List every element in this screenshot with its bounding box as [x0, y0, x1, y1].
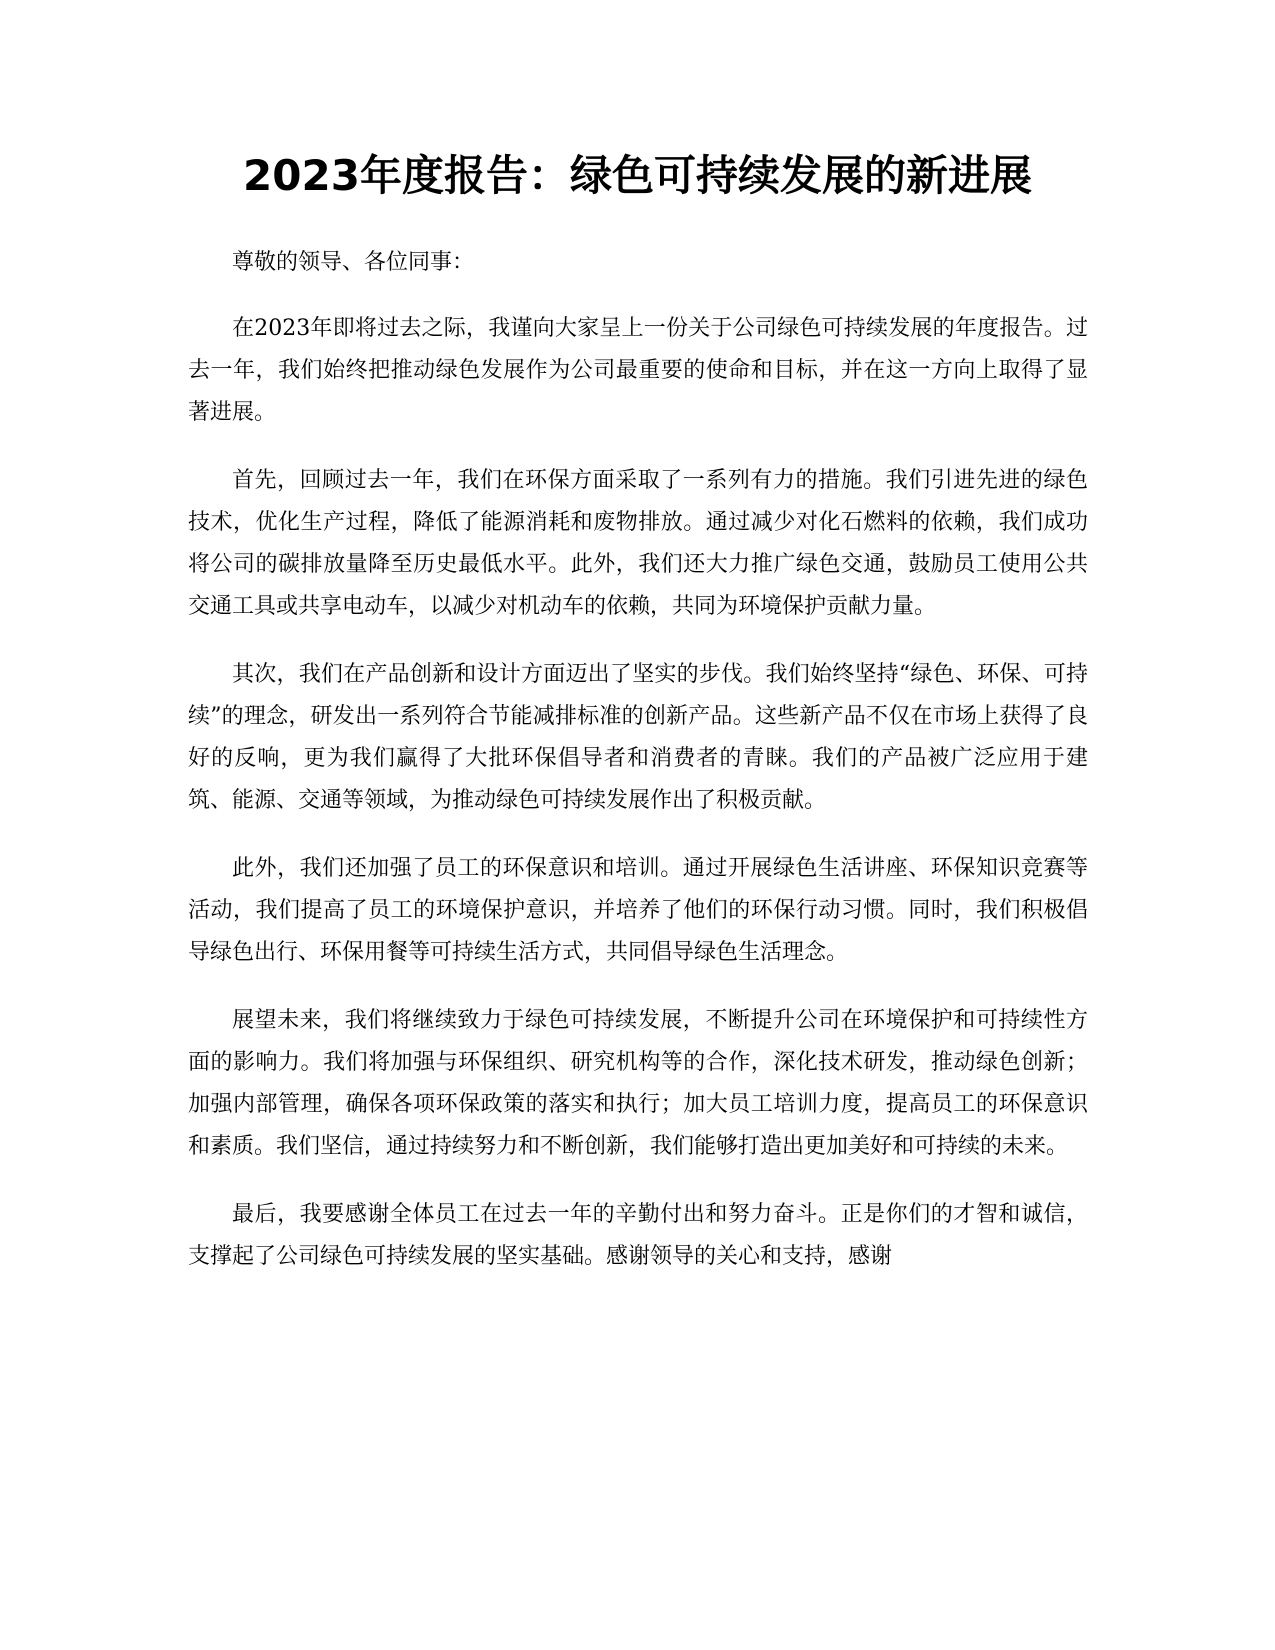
salutation: 尊敬的领导、各位同事：	[232, 250, 475, 275]
paragraph-employee-training: 此外，我们还加强了员工的环保意识和培训。通过开展绿色生活讲座、环保知识竞赛等活动，我们提高了员工的环境保护意识，并培养了他们的环保行动习惯。同时，我们积极倡导绿色出行、环保用餐等可持续生活方式，共同倡导绿色生活理念。	[188, 856, 1088, 965]
paragraph-product-innovation: 其次，我们在产品创新和设计方面迈出了坚实的步伐。我们始终坚持“绿色、环保、可持续”的理念，研发出一系列符合节能减排标准的创新产品。这些新产品不仅在市场上获得了良好的反响，更为我们赢得了大批环保倡导者和消费者的青睐。我们的产品被广泛应用于建筑、能源、交通等领域，为推动绿色可持续发展作出了积极贡献。	[188, 662, 1088, 813]
paragraph-future-outlook: 展望未来，我们将继续致力于绿色可持续发展，不断提升公司在环境保护和可持续性方面的影响力。我们将加强与环保组织、研究机构等的合作，深化技术研发，推动绿色创新；加强内部管理，确保各项环保政策的落实和执行；加大员工培训力度，提高员工的环保意识和素质。我们坚信，通过持续努力和不断创新，我们能够打造出更加美好和可持续的未来。	[188, 1008, 1088, 1159]
paragraph-environmental-measures: 首先，回顾过去一年，我们在环保方面采取了一系列有力的措施。我们引进先进的绿色技术，优化生产过程，降低了能源消耗和废物排放。通过减少对化石燃料的依赖，我们成功将公司的碳排放量降至历史最低水平。此外，我们还大力推广绿色交通，鼓励员工使用公共交通工具或共享电动车，以减少对机动车的依赖，共同为环境保护贡献力量。	[188, 468, 1088, 619]
paragraph-intro: 在2023年即将过去之际，我谨向大家呈上一份关于公司绿色可持续发展的年度报告。过去一年，我们始终把推动绿色发展作为公司最重要的使命和目标，并在这一方向上取得了显著进展。	[188, 316, 1088, 425]
paragraph-acknowledgements: 最后，我要感谢全体员工在过去一年的辛勤付出和努力奋斗。正是你们的才智和诚信，支撑起了公司绿色可持续发展的坚实基础。感谢领导的关心和支持，感谢	[188, 1202, 1088, 1269]
document-body	[188, 308, 1088, 1304]
document-title: 2023年度报告：绿色可持续发展的新进展	[243, 151, 1032, 200]
